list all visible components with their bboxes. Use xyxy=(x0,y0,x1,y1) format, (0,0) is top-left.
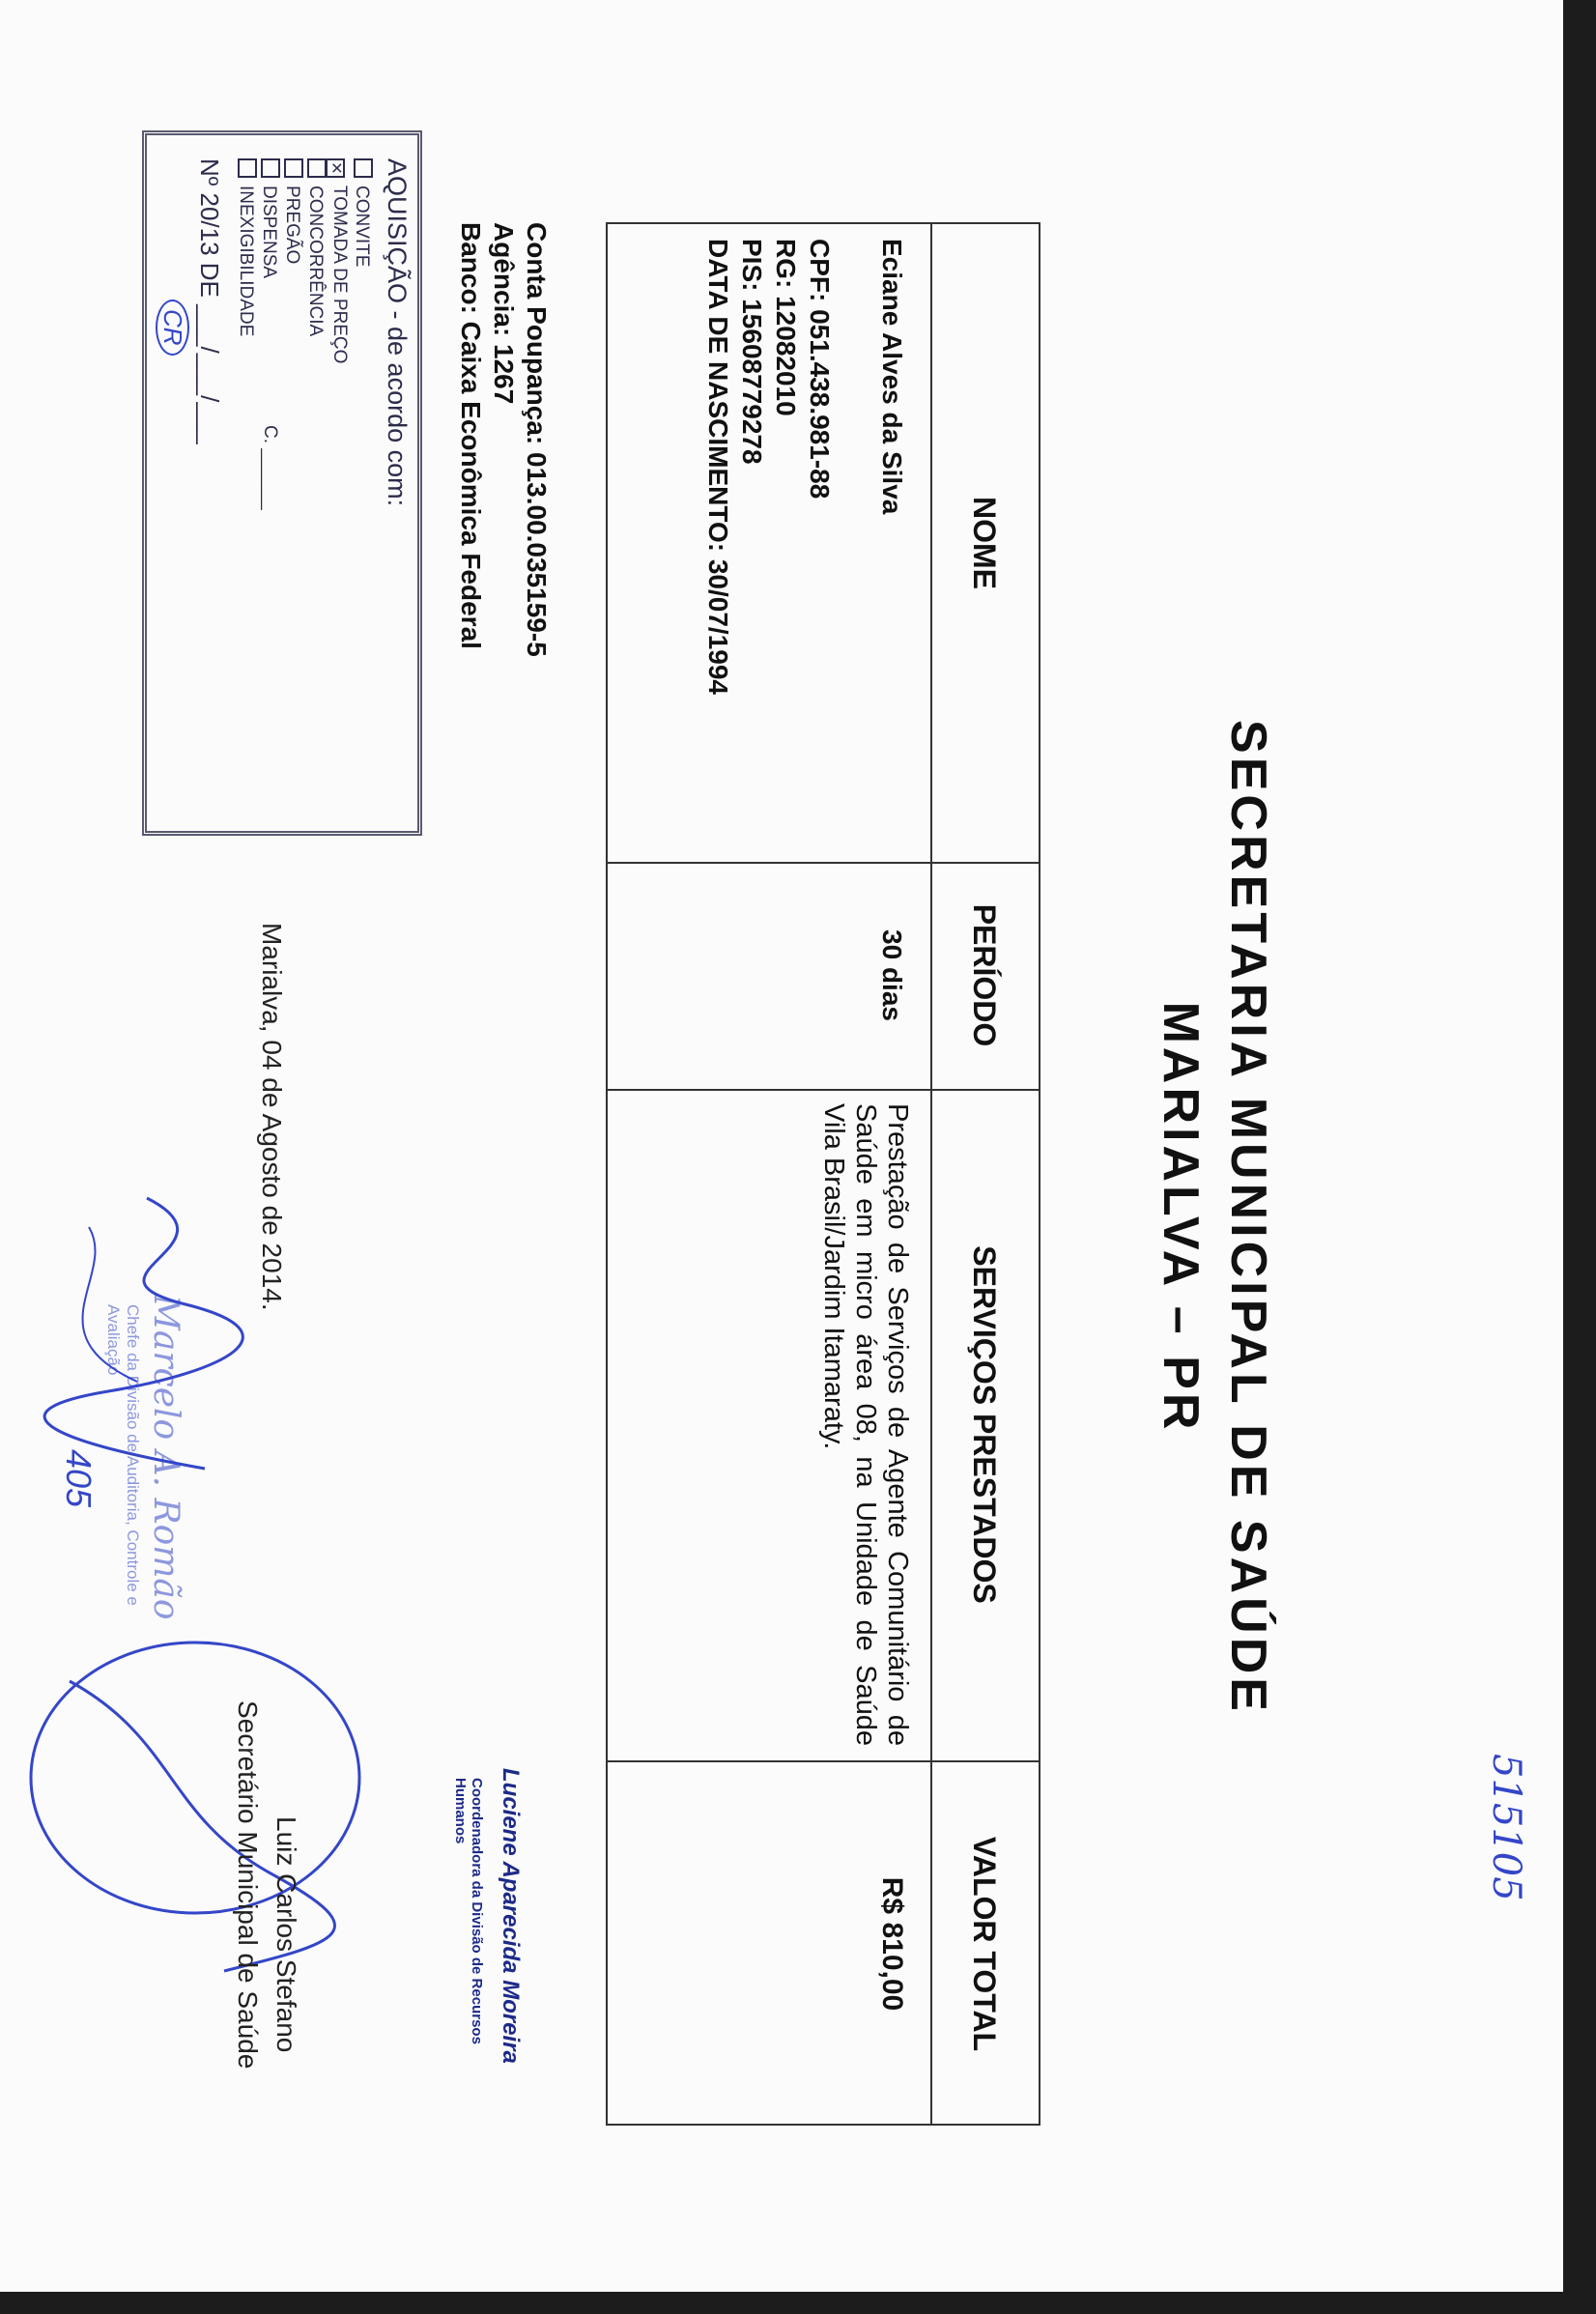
stamp-c-line: C. ______ xyxy=(260,425,280,510)
header-subtitle: MARIALVA – PR xyxy=(1153,1001,1209,1434)
cell-periodo: 30 dias xyxy=(877,929,907,1021)
services-table xyxy=(606,222,1040,2126)
cell-servicos: Prestação de Serviços de Agente Comunitário de Saúde em micro área 08, na Unidade de Saúde Vila Brasil/Jardim Itamaraty. xyxy=(818,1103,913,1746)
stamp-title: AQUISIÇÃO - de acordo com: xyxy=(383,158,412,507)
signature-1-role: Chefe da Divisão de Auditoria, Controle e Avaliação xyxy=(104,1304,142,1606)
cell-valor: R$ 810,00 xyxy=(876,1876,908,2012)
checkbox xyxy=(307,158,327,178)
cell-cpf: CPF: 051.438.981-88 xyxy=(805,239,835,500)
bank-conta: Conta Poupança: 013.00.035159-5 xyxy=(522,222,552,657)
cell-rg: RG: 12082010 xyxy=(771,239,801,416)
column-header-servicos: SERVIÇOS PRESTADOS xyxy=(967,1245,1002,1604)
header-title: SECRETARIA MUNICIPAL DE SAÚDE xyxy=(1220,720,1276,1715)
acquisition-stamp xyxy=(142,130,422,836)
cell-pis: PIS: 1560877927​8 xyxy=(737,239,767,465)
stamp-option: INEXIGIBILIDADE xyxy=(235,158,257,336)
stamp-option: DISPENSA xyxy=(258,158,280,278)
bank-banco: Banco: Caixa Econômica Federal xyxy=(456,222,486,649)
checkbox xyxy=(261,158,280,178)
stamp-option: ✕TOMADA DE PREÇO xyxy=(326,158,350,363)
bank-agencia: Agência: 1267 xyxy=(489,222,519,405)
stamp-number-line: Nº 20/13 DE ___/___/___ xyxy=(195,158,224,444)
signature-2-scribble xyxy=(2,1623,417,1990)
checkbox-checked: ✕ xyxy=(326,158,345,178)
checkbox xyxy=(284,158,303,178)
page-number-handwritten: 515105 xyxy=(1484,1754,1528,1901)
signature-2-role: Secretário Municipal de Saúde xyxy=(233,1700,263,2070)
stamp-option: CONCORRÊNCIA xyxy=(304,158,327,336)
checkbox xyxy=(354,158,373,178)
column-header-valor: VALOR TOTAL xyxy=(967,1836,1002,2052)
stamp-initials: CR xyxy=(156,300,189,356)
signature-2-stamp-role: Coordenadora da Divisão de Recursos Humanos xyxy=(452,1778,485,2044)
cell-nome: Eciane Alves da Silva xyxy=(877,239,907,515)
column-header-nome: NOME xyxy=(967,497,1002,589)
checkbox xyxy=(238,158,257,178)
stamp-option: CONVITE xyxy=(351,158,373,267)
table-header-divider xyxy=(930,224,932,2124)
signature-2-name: Luiz Carlos Stefano xyxy=(271,1816,301,2053)
signature-1-name: Marcelo A. Romão xyxy=(146,1295,185,1620)
signature-1-note: 405 xyxy=(59,1449,99,1508)
cell-nascimento: DATA DE NASCIMENTO: 30/07/1994 xyxy=(703,239,733,695)
signature-2-stamp-name: Luciene Aparecida Moreira xyxy=(498,1768,524,2064)
column-header-periodo: PERÍODO xyxy=(967,903,1002,1047)
stamp-option: PREGÃO xyxy=(281,158,303,264)
date-line: Marialva, 04 de Agosto de 2014. xyxy=(257,923,287,1311)
